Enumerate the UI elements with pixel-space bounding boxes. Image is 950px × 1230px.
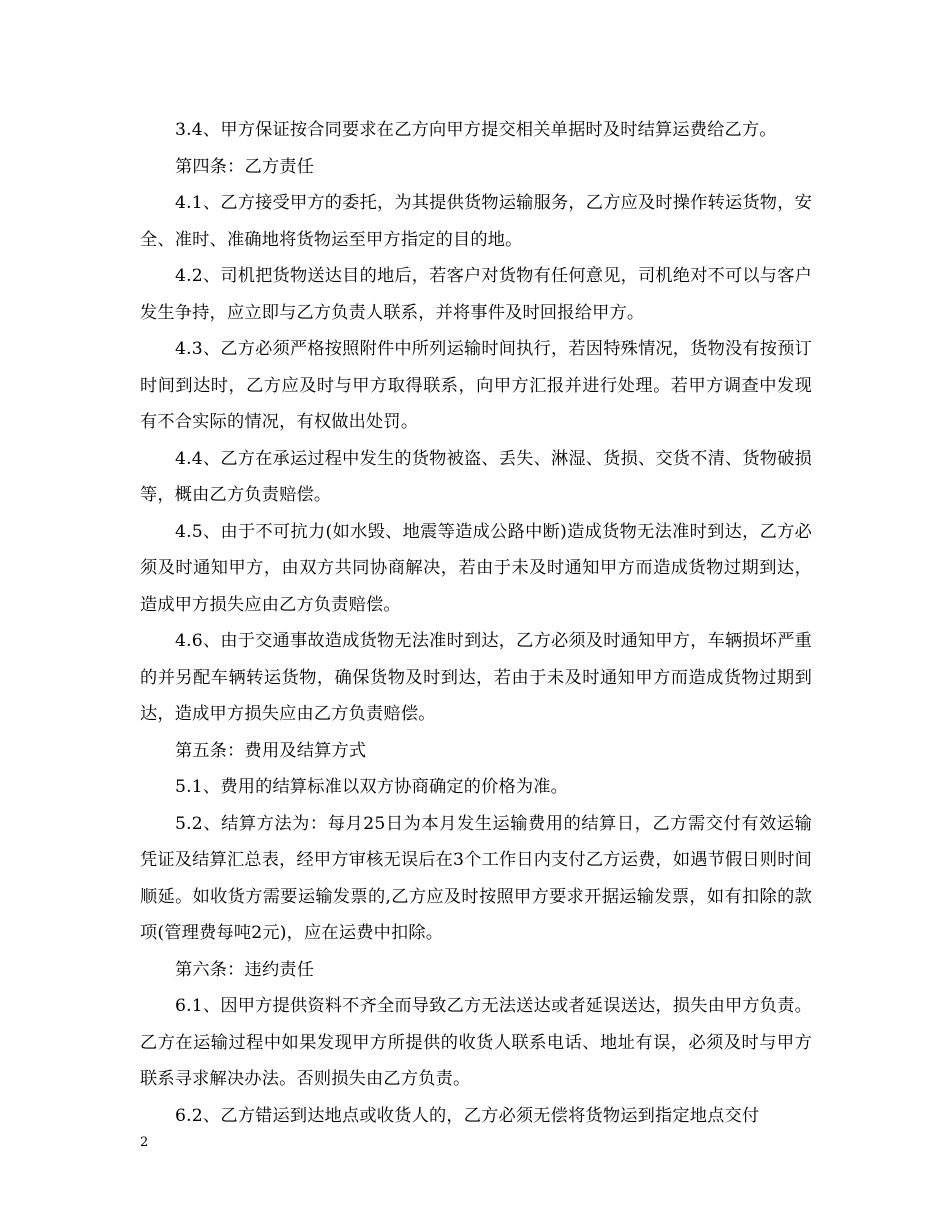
clause-4-5: 4.5、由于不可抗力(如水毁、地震等造成公路中断)造成货物无法准时到达，乙方必须及时通知甲方，由双方共同协商解决，若由于未及时通知甲方而造成货物过期到达，造成甲方损失应由乙方负责赔偿。 <box>140 521 812 615</box>
clause-4-4: 4.4、乙方在承运过程中发生的货物被盗、丢失、淋湿、货损、交货不清、货物破损等，概由乙方负责赔偿。 <box>140 448 812 505</box>
clause-3-4: 3.4、甲方保证按合同要求在乙方向甲方提交相关单据时及时结算运费给乙方。 <box>175 120 777 140</box>
clause-5-2: 5.2、结算方法为：每月25日为本月发生运输费用的结算日，乙方需交付有效运输凭证及结算汇总表，经甲方审核无误后在3个工作日内支付乙方运费，如遇节假日则时间顺延。如收货方需要运输发票的,乙方应及时按照甲方要求开据运输发票，如有扣除的款项(管理费每吨2元)，应在运费中扣除。 <box>140 813 812 943</box>
clause-5-1: 5.1、费用的结算标准以双方协商确定的价格为准。 <box>175 777 569 797</box>
page-number: 2 <box>140 1135 149 1150</box>
article-5-heading: 第五条：费用及结算方式 <box>175 740 367 761</box>
clause-4-3: 4.3、乙方必须严格按照附件中所列运输时间执行，若因特殊情况，货物没有按预订时间到达时，乙方应及时与甲方取得联系，向甲方汇报并进行处理。若甲方调查中发现有不合实际的情况，有权做出处罚。 <box>140 339 812 432</box>
clause-4-2: 4.2、司机把货物送达目的地后，若客户对货物有任何意见，司机绝对不可以与客户发生争持，应立即与乙方负责人联系，并将事件及时回报给甲方。 <box>140 266 812 323</box>
clause-6-2: 6.2、乙方错运到达地点或收货人的，乙方必须无偿将货物运到指定地点交付 <box>175 1105 760 1126</box>
clause-4-6: 4.6、由于交通事故造成货物无法准时到达，乙方必须及时通知甲方，车辆损坏严重的并另配车辆转运货物，确保货物及时到达，若由于未及时通知甲方而造成货物过期到达，造成甲方损失应由乙方负责赔偿。 <box>140 631 812 724</box>
clause-6-1: 6.1、因甲方提供资料不齐全而导致乙方无法送达或者延误送达，损失由甲方负责。乙方在运输过程中如果发现甲方所提供的收货人联系电话、地址有误，必须及时与甲方联系寻求解决办法。否则损失由乙方负责。 <box>140 996 812 1089</box>
document-body <box>140 112 812 1134</box>
article-6-heading: 第六条：违约责任 <box>175 959 315 980</box>
clause-4-1: 4.1、乙方接受甲方的委托，为其提供货物运输服务，乙方应及时操作转运货物，安全、准时、准确地将货物运至甲方指定的目的地。 <box>140 193 812 250</box>
article-4-heading: 第四条：乙方责任 <box>175 156 315 177</box>
